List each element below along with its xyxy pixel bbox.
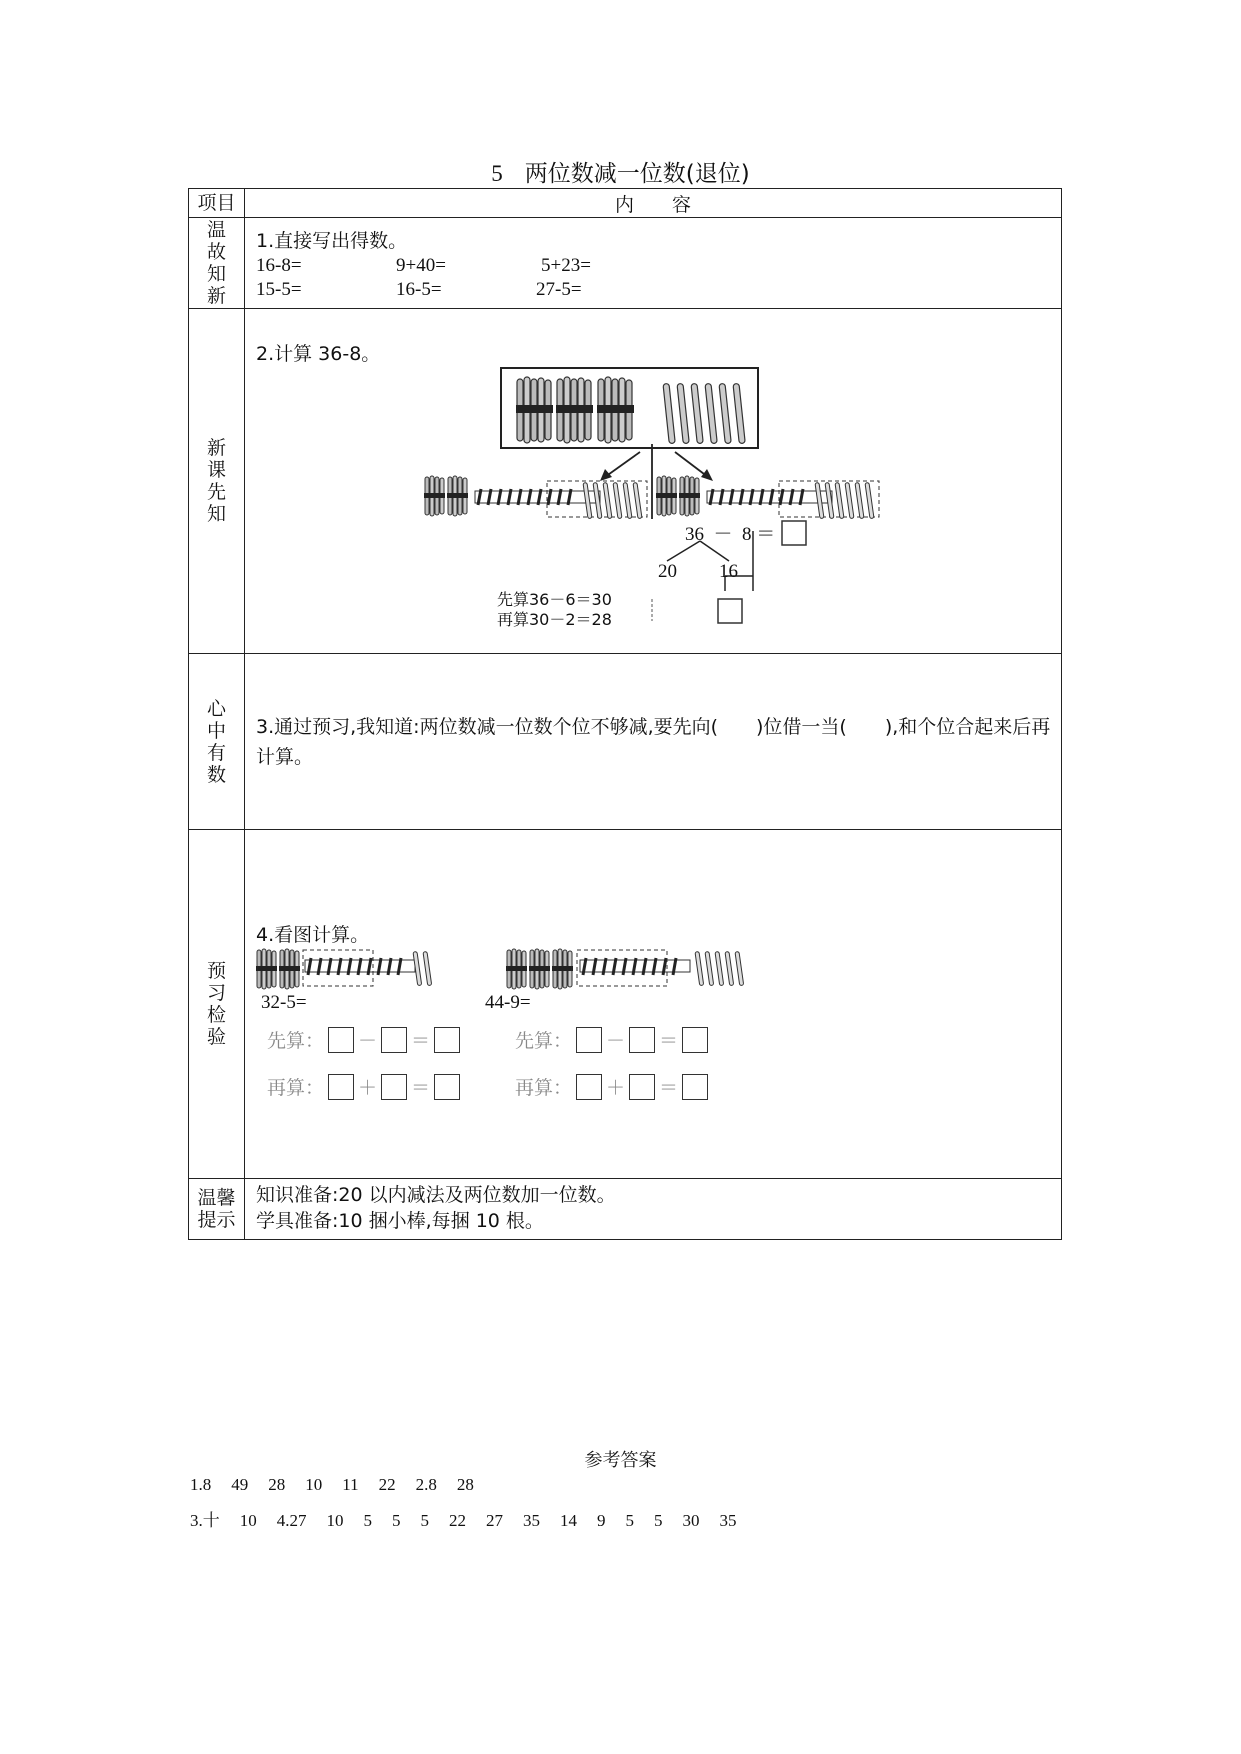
answer-box[interactable] — [576, 1027, 602, 1053]
answer-box[interactable] — [629, 1074, 655, 1100]
section4-label: 预习检验 — [189, 830, 245, 1179]
split-ones: 16 — [719, 561, 738, 582]
right-then-row: 再算： ＋ ＝ — [515, 1073, 708, 1100]
lesson-title: 两位数减一位数(退位) — [524, 161, 750, 187]
answers-line-2: 3.十 10 4.27 10 5 5 5 22 27 35 14 9 5 5 30 35 — [190, 1511, 737, 1530]
answer-box[interactable] — [682, 1074, 708, 1100]
section2-prompt: 2.计算 36-8。 — [256, 343, 381, 365]
exercise-row-1: 16-8= 9+40= 5+23= — [256, 255, 591, 276]
section1-label: 温故知新 — [189, 218, 245, 309]
step-then: 再算30－2＝28 — [497, 610, 612, 629]
section4-prompt: 4.看图计算。 — [256, 924, 370, 946]
answer-box[interactable] — [434, 1074, 460, 1100]
split-tens: 20 — [658, 561, 677, 582]
section1-content — [245, 218, 1062, 309]
exercise-row-2: 15-5= 16-5= 27-5= — [256, 279, 582, 300]
stick-bundle-illustration — [245, 309, 1063, 654]
left-equation: 32-5= — [261, 992, 307, 1013]
practice-illustration — [245, 830, 1063, 1179]
lesson-table — [188, 188, 1062, 1240]
answer-box[interactable] — [381, 1027, 407, 1053]
answer-box[interactable] — [381, 1074, 407, 1100]
header-item: 项目 — [189, 189, 245, 218]
tips-line-1: 知识准备:20 以内减法及两位数加一位数。 — [256, 1184, 616, 1206]
section2-label: 新课先知 — [189, 309, 245, 654]
right-first-row: 先算： － ＝ — [515, 1026, 708, 1053]
tips-line-2: 学具准备:10 捆小棒,每捆 10 根。 — [256, 1210, 544, 1232]
step-first: 先算36－6＝30 — [497, 590, 612, 609]
tips-label: 温馨提示 — [189, 1179, 245, 1240]
left-first-row: 先算： － ＝ — [267, 1026, 460, 1053]
answer-box[interactable] — [576, 1074, 602, 1100]
answers-title: 参考答案 — [584, 1450, 657, 1471]
page-title — [0, 155, 1241, 188]
section3-content — [245, 654, 1062, 830]
answer-box[interactable] — [434, 1027, 460, 1053]
left-then-row: 再算： ＋ ＝ — [267, 1073, 460, 1100]
right-equation: 44-9= — [485, 992, 531, 1013]
section4-content — [245, 830, 1062, 1179]
tips-content — [245, 1179, 1062, 1240]
lesson-number: 5 — [491, 161, 503, 186]
answer-box[interactable] — [328, 1027, 354, 1053]
answer-box[interactable] — [682, 1027, 708, 1053]
section1-prompt: 1.直接写出得数。 — [256, 230, 408, 252]
section3-label: 心中有数 — [189, 654, 245, 830]
header-content: 内 容 — [245, 189, 1062, 218]
answer-box[interactable] — [629, 1027, 655, 1053]
section2-content — [245, 309, 1062, 654]
answers-line-1: 1.8 49 28 10 11 22 2.8 28 — [190, 1475, 474, 1494]
main-equation: 36 － 8 ＝ — [685, 524, 776, 545]
answer-box[interactable] — [328, 1074, 354, 1100]
section3-text: 3.通过预习,我知道:两位数减一位数个位不够减,要先向( )位借一当( ),和个位合起来后再计算。 — [256, 716, 1051, 768]
